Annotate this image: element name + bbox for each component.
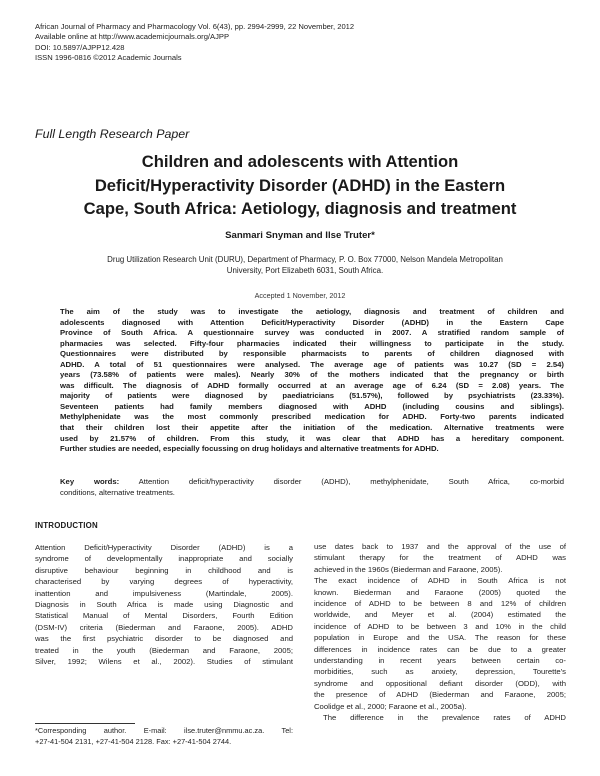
- affiliation-line: Drug Utilization Research Unit (DURU), Department of Pharmacy, P. O. Box 77000, Nelson Mandela Metropolitan: [107, 255, 503, 264]
- body-line: stimulant therapy for the treatment of ADHD was: [314, 553, 566, 563]
- title-line: Deficit/Hyperactivity Disorder (ADHD) in the Eastern: [94, 175, 506, 195]
- right-column: [314, 541, 566, 724]
- keywords-line: [60, 477, 564, 488]
- body-line: was the first psychiatric disorder to be diagnosed and: [35, 634, 293, 644]
- body-line: Coolidge et al., 2000; Faraone et al., 2005a).: [314, 701, 467, 711]
- body-line: incidence of ADHD to be between 3 and 10% in the child: [314, 621, 566, 631]
- body-line: use dates back to 1937 and the approval of the use of: [314, 542, 566, 551]
- body-line: Diagnosis in South Africa is made using Diagnostic and: [35, 600, 293, 610]
- authors: Sanmari Snyman and Ilse Truter*: [225, 230, 375, 241]
- abstract: [60, 307, 564, 455]
- abstract-line: The aim of the study was to investigate the aetiology, diagnosis and treatment of children and: [60, 307, 564, 316]
- affiliation-line: University, Port Elizabeth 6031, South Africa.: [226, 266, 384, 275]
- paper-type: Full Length Research Paper: [35, 127, 190, 141]
- body-line: characterised by varying degrees of hyperactivity,: [35, 577, 293, 587]
- body-line: achieved in the 1960s (Biederman and Faraone, 2005).: [314, 564, 503, 574]
- keywords: [60, 477, 564, 498]
- body-line: population in Europe and the USA. The reason for these: [314, 633, 566, 643]
- affiliation: [60, 254, 550, 276]
- body-line: (DSM-IV) criteria (Biederman and Faraone, 2005). ADHD: [35, 622, 293, 632]
- section-heading-introduction: INTRODUCTION: [35, 521, 98, 530]
- body-line: syndrome of developmentally inappropriate and socially: [35, 554, 293, 564]
- journal-issn: ISSN 1996-0816 ©2012 Academic Journals: [35, 53, 182, 63]
- abstract-line: majority of patients were diagnosed by paediatricians (51.57%), followed by psychiatrists (23.33%).: [60, 391, 564, 401]
- keywords-text: Attention deficit/hyperactivity disorder (ADHD), methylphenidate, South Africa, co-morbid: [138, 477, 564, 486]
- left-column: [35, 542, 293, 667]
- body-line: known. Biederman and Faraone (2005) quoted the: [314, 587, 566, 597]
- abstract-line: Seventeen patients had family members diagnosed with ADHD (including cousins and siblings).: [60, 401, 564, 411]
- journal-doi: DOI: 10.5897/AJPP12.428: [35, 42, 125, 52]
- title-line: Children and adolescents with Attention: [141, 152, 459, 171]
- abstract-line: years (73.58% of patients were males). Nearly 30% of the mothers indicated that the pregnancy or birth: [60, 370, 564, 380]
- body-line: Statistical Manual of Mental Disorders, Fourth Edition: [35, 611, 293, 621]
- body-line: Attention Deficit/Hyperactivity Disorder (ADHD) is a: [35, 543, 293, 552]
- body-line: disruptive behaviour beginning in childhood and is: [35, 565, 293, 575]
- keywords-label: Key words:: [60, 477, 120, 486]
- footnote-line: *Corresponding author. E-mail: ilse.truter@nmmu.ac.za. Tel:: [35, 726, 293, 735]
- body-line: inattention and impulsiveness (Martindale, 2005).: [35, 588, 293, 598]
- accepted-date: Accepted 1 November, 2012: [254, 291, 346, 300]
- footnote-line: +27-41-504 2131, +27-41-504 2128. Fax: +27-41-504 2744.: [35, 736, 232, 746]
- body-line: understanding in recent years between certain co-: [314, 656, 566, 666]
- abstract-line: was difficult. The diagnosis of ADHD formally occurred at an average age of 6.24 (SD = 2.08) years. The: [60, 380, 564, 390]
- keywords-line: conditions, alternative treatments.: [60, 487, 175, 497]
- abstract-line: Methylphenidate was the most commonly prescribed medication for ADHD. Forty-two parents indicated: [60, 412, 564, 422]
- journal-availability: Available online at http://www.academicjournals.org/AJPP: [35, 32, 230, 42]
- body-line: the presence of ADHD (Biederman and Faraone, 2005;: [314, 690, 566, 700]
- abstract-line: used by 21.57% of children. From this study, it was clear that ADHD has a hereditary component.: [60, 433, 564, 443]
- paper-title: [20, 150, 580, 221]
- footnote: [35, 726, 293, 747]
- body-line: Silver, 1992; Wilens et al., 2002). Studies of stimulant: [35, 657, 293, 667]
- title-line: Cape, South Africa: Aetiology, diagnosis and treatment: [83, 199, 517, 219]
- body-line: syndrome and oppositional defiant disorder (ODD), with: [314, 678, 566, 688]
- abstract-line: Further studies are needed, especially focussing on drug holidays and alternative treatments for ADHD.: [60, 444, 439, 454]
- body-line: differences in incidence rates can be due to a greater: [314, 644, 566, 654]
- body-line: The difference in the prevalence rates of ADHD: [323, 713, 566, 723]
- footnote-rule: [35, 723, 135, 724]
- abstract-line: Province of South Africa. A questionnaire survey was conducted in 2007. A stratified random sample of: [60, 328, 564, 338]
- abstract-line: Questionnaires were distributed by responsible pharmacists to parents of children diagnosed with: [60, 349, 564, 359]
- abstract-line: ADHD. A total of 51 questionnaires were analysed. The average age of patients was 10.27 (SD = 2.54): [60, 359, 564, 369]
- abstract-line: that their children lost their appetite after the initiation of the medication. Alternative treatments were: [60, 423, 564, 433]
- body-line: morbidities, such as anxiety, depression, Tourette's: [314, 667, 566, 677]
- body-line: incidence of ADHD to be between 8 and 12% of children: [314, 599, 566, 609]
- abstract-line: pharmacies was selected. Fifty-four pharmacies indicated their willingness to participate in the study.: [60, 338, 564, 348]
- body-line: The exact incidence of ADHD in South Africa is not: [314, 576, 566, 586]
- body-line: worldwide, and Meyer et al. (2004) estimated the: [314, 610, 566, 620]
- journal-citation: African Journal of Pharmacy and Pharmacology Vol. 6(43), pp. 2994-2999, 22 November, 2012: [35, 22, 355, 31]
- journal-header: [35, 22, 354, 64]
- abstract-line: adolescents diagnosed with Attention Deficit/Hyperactivity Disorder (ADHD) in the Eastern Cape: [60, 317, 564, 327]
- body-line: treated in the youth (Biederman and Faraone, 2005;: [35, 645, 293, 655]
